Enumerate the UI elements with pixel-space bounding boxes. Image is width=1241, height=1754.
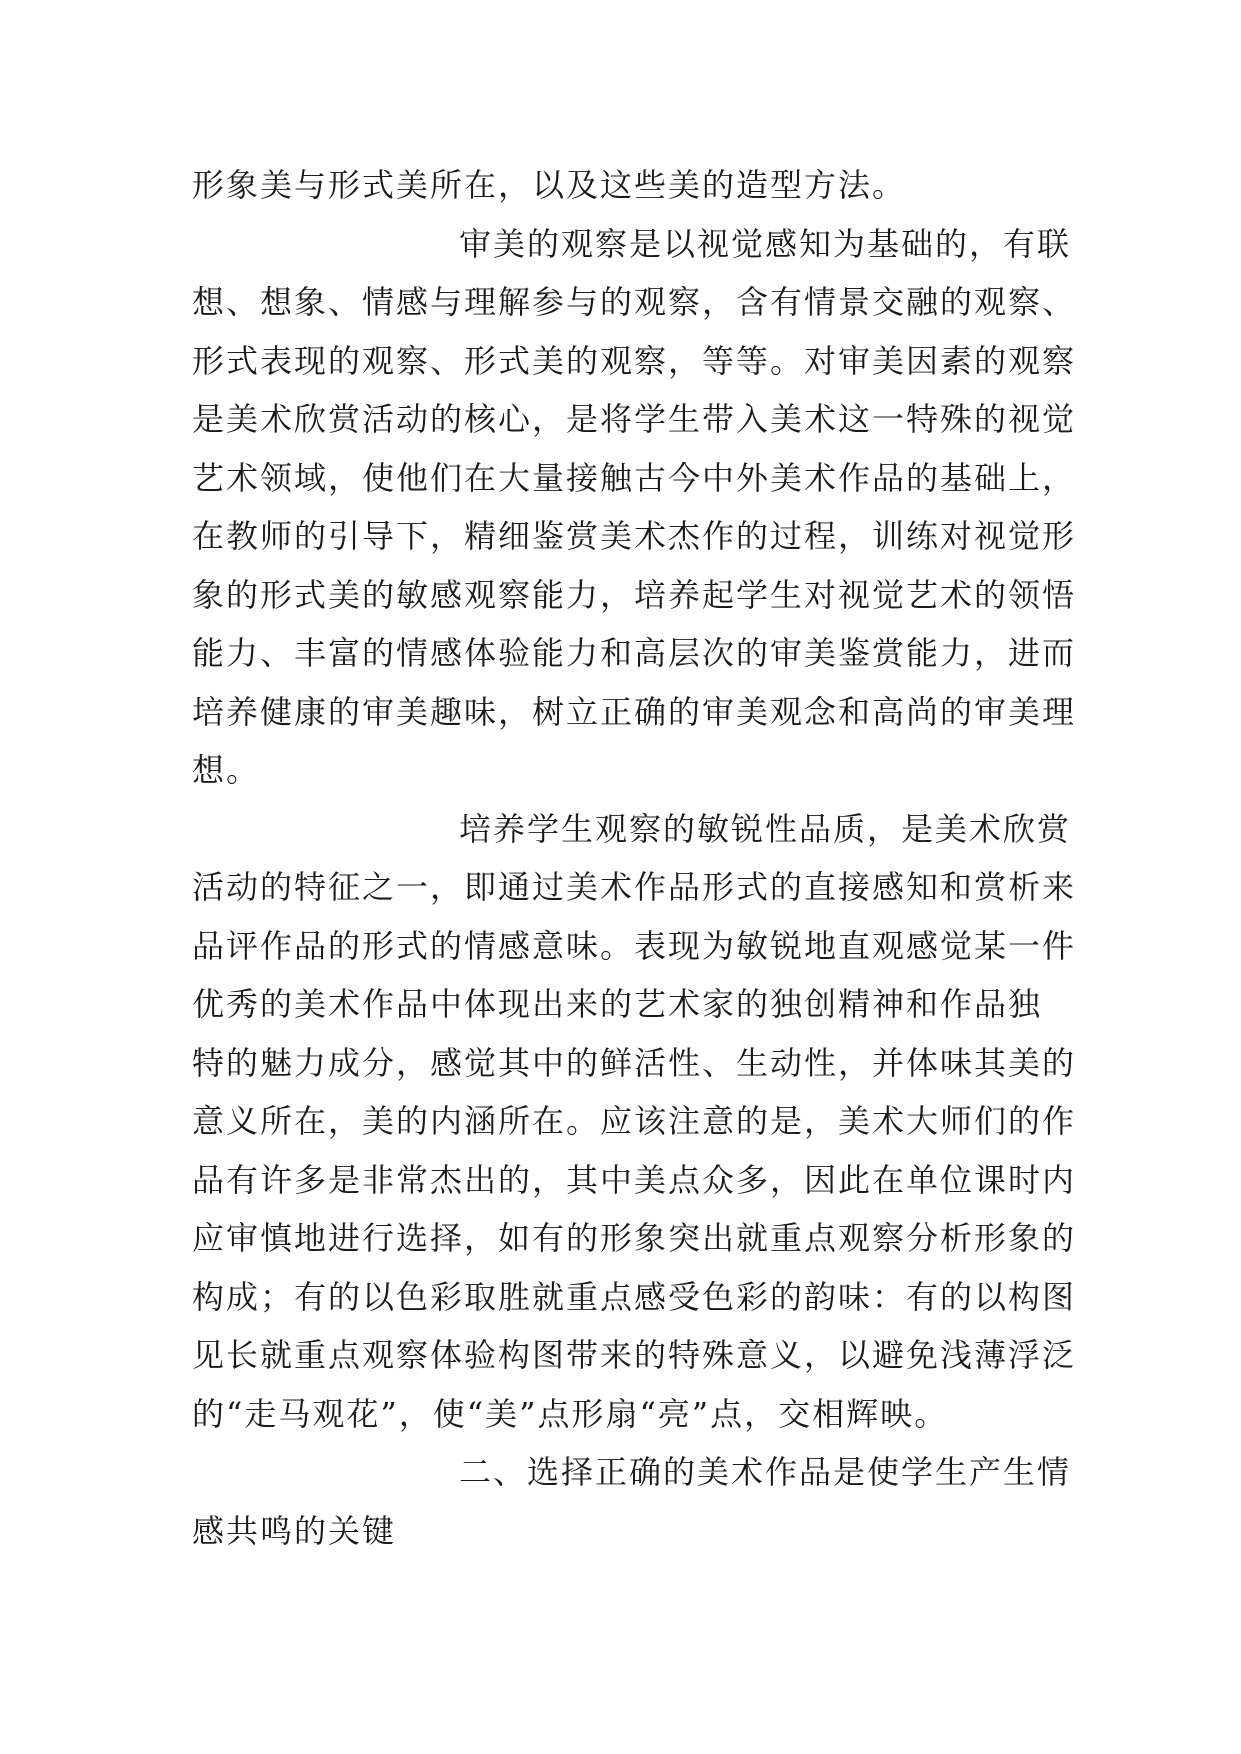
text-line: 形式表现的观察、形式美的观察，等等。对审美因素的观察 (192, 341, 1077, 380)
text-line: 特的魅力成分，感觉其中的鲜活性、生动性，并体味其美的 (192, 1043, 1077, 1082)
text-line: 培养健康的审美趣味，树立正确的审美观念和高尚的审美理 (192, 692, 1077, 731)
text-line: 应审慎地进行选择，如有的形象突出就重点观察分析形象的 (192, 1219, 1077, 1257)
text-line: 品评作品的形式的情感意味。表现为敏锐地直观感觉某一件 (192, 926, 1077, 965)
text-line: 象的形式美的敏感观察能力，培养起学生对视觉艺术的领悟 (192, 575, 1077, 614)
text-line: 在教师的引导下，精细鉴赏美术杰作的过程，训练对视觉形 (192, 517, 1077, 555)
text-line: 想、想象、情感与理解参与的观察，含有情景交融的观察、 (192, 283, 1077, 321)
paragraph-first-line: 培养学生观察的敏锐性品质，是美术欣赏 (459, 809, 1072, 848)
text-line: 见长就重点观察体验构图带来的特殊意义，以避免浅薄浮泛 (192, 1336, 1077, 1374)
section-heading-line: 二、选择正确的美术作品是使学生产生情 (459, 1453, 1072, 1491)
text-line: 构成；有的以色彩取胜就重点感受色彩的韵味：有的以构图 (192, 1277, 1077, 1316)
section-heading-line: 感共鸣的关键 (192, 1511, 397, 1550)
text-line: 是美术欣赏活动的核心，是将学生带入美术这一特殊的视觉 (192, 400, 1077, 438)
text-line: 意义所在，美的内涵所在。应该注意的是，美术大师们的作 (192, 1102, 1077, 1140)
text-line: 艺术领域，使他们在大量接触古今中外美术作品的基础上， (192, 458, 1077, 497)
text-line: 品有许多是非常杰出的，其中美点众多，因此在单位课时内 (192, 1160, 1077, 1199)
text-line: 的“走马观花”，使“美”点形扇“亮”点，交相辉映。 (192, 1394, 949, 1433)
paragraph-first-line: 审美的观察是以视觉感知为基础的，有联 (459, 224, 1072, 263)
text-line: 优秀的美术作品中体现出来的艺术家的独创精神和作品独 (192, 985, 1043, 1023)
text-line: 形象美与形式美所在，以及这些美的造型方法。 (192, 166, 907, 204)
text-line: 能力、丰富的情感体验能力和高层次的审美鉴赏能力，进而 (192, 634, 1077, 672)
text-line: 活动的特征之一，即通过美术作品形式的直接感知和赏析来 (192, 868, 1077, 906)
body-text (192, 156, 1077, 1560)
text-line: 想。 (192, 751, 261, 789)
